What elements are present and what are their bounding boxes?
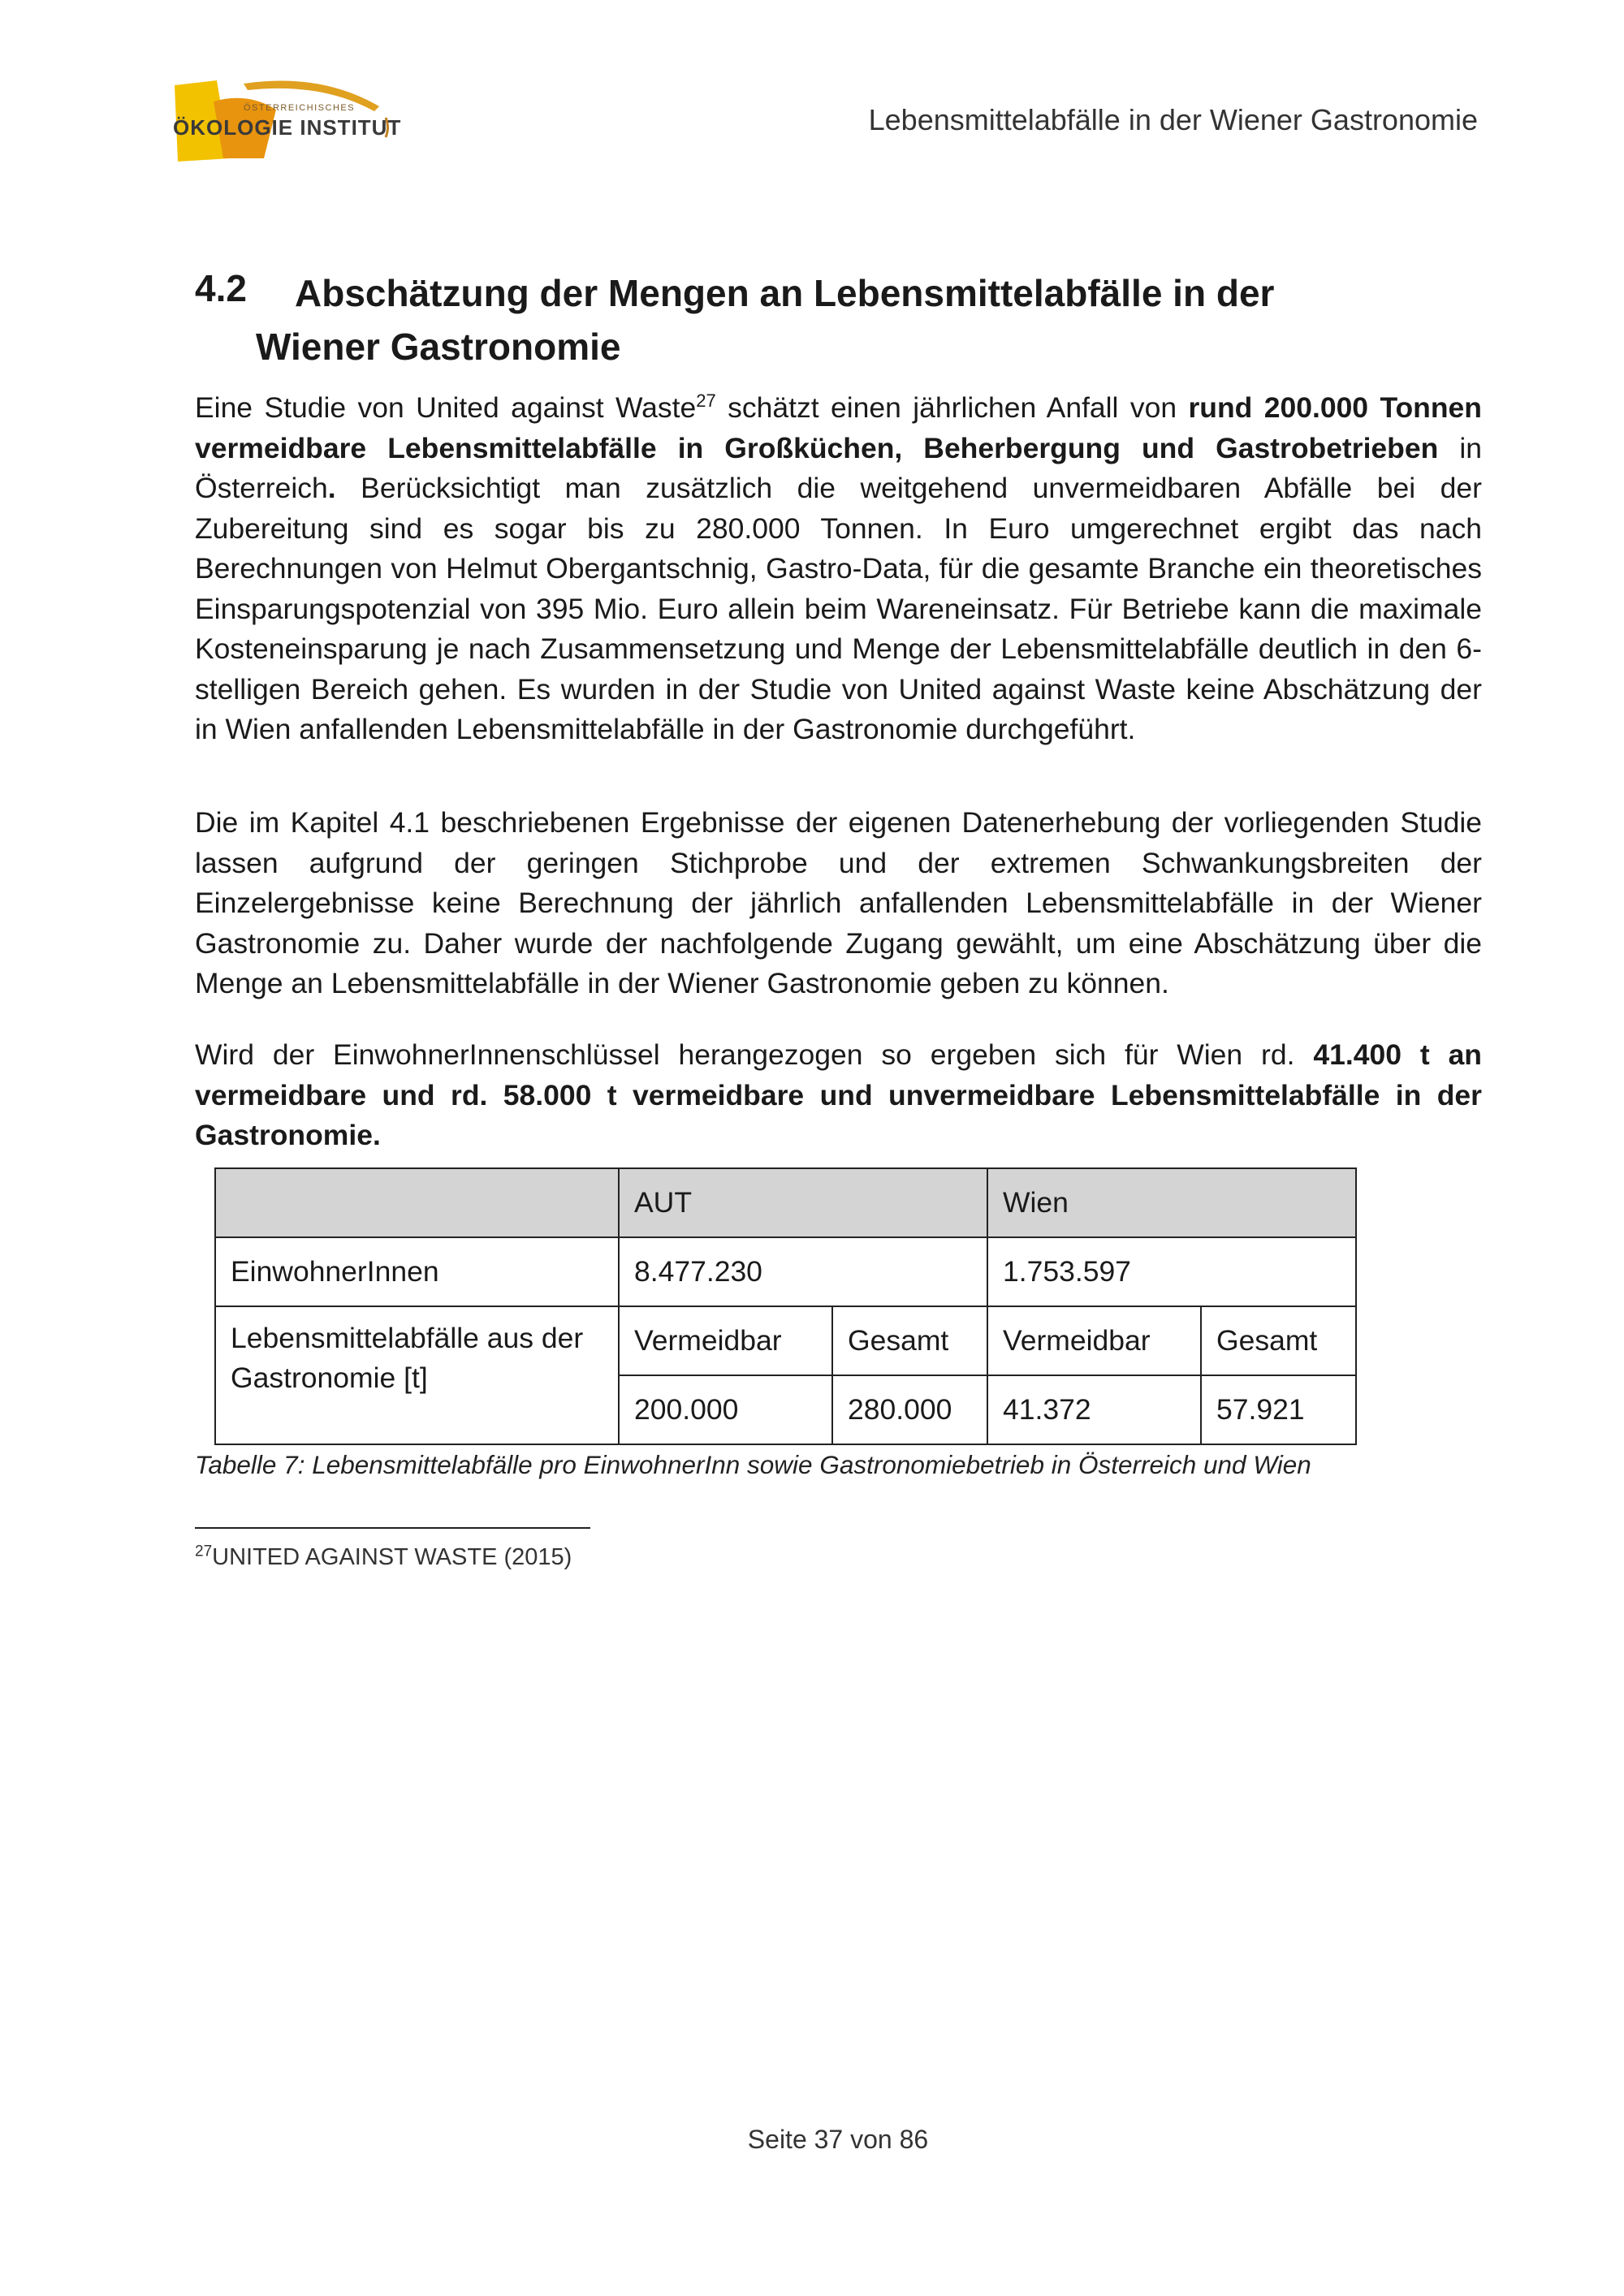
section-title: Abschätzung der Mengen an Lebensmittelabfälle in der Wiener Gastronomie [256,272,1275,368]
table-header-aut: AUT [619,1168,987,1237]
section-number: 4.2 [195,267,247,309]
table-header-empty [215,1168,619,1237]
footnote-ref[interactable]: 27 [696,391,716,412]
row-label-population: EinwohnerInnen [215,1237,619,1306]
data-table [214,1167,1357,1445]
footnote-number: 27 [195,1543,213,1560]
paragraph-3: Wird der EinwohnerInnenschlüssel herangezogen so ergeben sich für Wien rd. 41.400 t an vermeidbare und rd. 58.000 t vermeidbare und unvermeidbare Lebensmittelabfälle in der Gastronomie. [195,1038,1482,1151]
cell-value-wien-gesamt: 57.921 [1201,1375,1356,1444]
footnote-text: UNITED AGAINST WASTE (2015) [212,1544,572,1570]
footnote-divider [195,1527,590,1529]
paragraph-1: Eine Studie von United against Waste$^{27}$ schätzt einen jährlichen Anfall von rund 200.000 Tonnen vermeidbare Lebensmittelabfälle in Großküchen, Beherbergung und Gastrobetrieben in Österreich. Berücksichtigt man zusätzlich die weitgehend unvermeidbaren Abfälle bei der Zubereitung sind es sogar bis zu 280.000 Tonnen. In Euro umgerechnet ergibt das nach Berechnungen von Helmut Obergantschnig, Gastro-Data, für die gesamte Branche ein theoretisches Einsparungspotenzial von 395 Mio. Euro allein beim Wareneinsatz. Für Betriebe kann die maximale Kosteneinsparung je nach Zusammensetzung und Menge der Lebensmittelabfälle deutlich in den 6-stelligen Bereich gehen. Es wurden in der Studie von United against Waste keine Abschätzung der in Wien anfallenden Lebensmittelabfälle in der Gastronomie durchgeführt. [195,391,1482,745]
cell-sub-wien-vermeidbar: Vermeidbar [987,1306,1201,1375]
cell-value-aut-gesamt: 280.000 [832,1375,987,1444]
cell-population-aut: 8.477.230 [619,1237,987,1306]
running-title: Lebensmittelabfälle in der Wiener Gastronomie [868,103,1478,136]
table-row [215,1306,1356,1375]
cell-sub-wien-gesamt: Gesamt [1201,1306,1356,1375]
table-header-row [215,1168,1356,1237]
cell-sub-aut-vermeidbar: Vermeidbar [619,1306,832,1375]
logo-subtitle: ÖSTERREICHISCHES [244,103,356,113]
cell-value-wien-vermeidbar: 41.372 [987,1375,1201,1444]
logo-title: ÖKOLOGIE INSTITUT [173,115,402,140]
cell-sub-aut-gesamt: Gesamt [832,1306,987,1375]
footnote [195,1544,572,1571]
row-label-waste: Lebensmittelabfälle aus der Gastronomie [t] [215,1306,619,1444]
table-header-wien: Wien [987,1168,1356,1237]
paragraph-2: Die im Kapitel 4.1 beschriebenen Ergebnisse der eigenen Datenerhebung der vorliegenden Studie lassen aufgrund der geringen Stichprobe und der extremen Schwankungsbreiten der Einzelergebnisse keine Berechnung der jährlich anfallenden Lebensmittelabfälle in der Wiener Gastronomie zu. Daher wurde der nachfolgende Zugang gewählt, um eine Abschätzung über die Menge an Lebensmittelabfälle in der Wiener Gastronomie geben zu können. [195,806,1482,999]
cell-value-aut-vermeidbar: 200.000 [619,1375,832,1444]
page-number: Seite 37 von 86 [747,2125,929,2154]
table-row [215,1237,1356,1306]
cell-population-wien: 1.753.597 [987,1237,1356,1306]
table-caption: Tabelle 7: Lebensmittelabfälle pro EinwohnerInn sowie Gastronomiebetrieb in Österreich und Wien [195,1450,1311,1479]
